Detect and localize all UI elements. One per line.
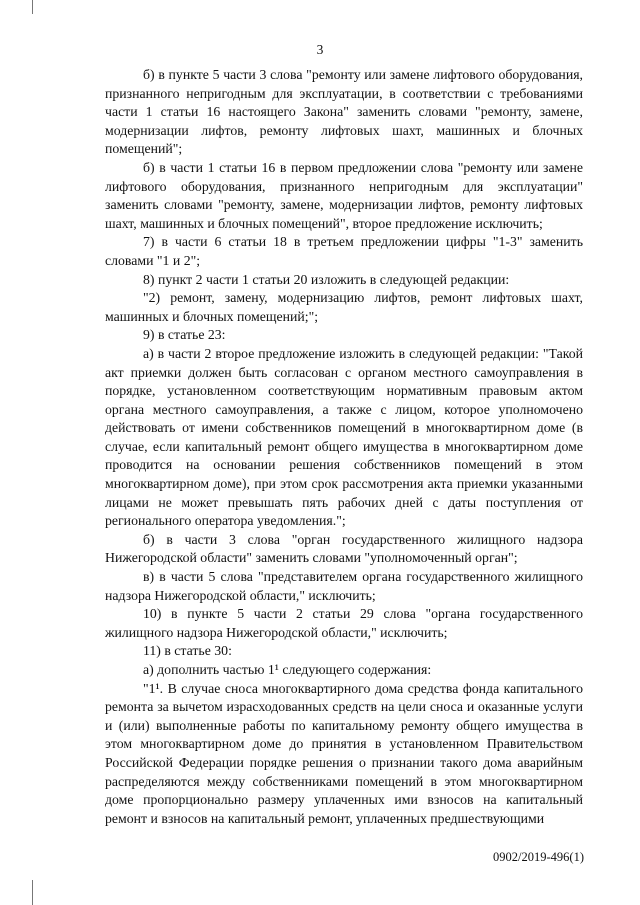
paragraph: 10) в пункте 5 части 2 статьи 29 слова "органа государственного жилищного надзора Нижегородской области," исключить;	[105, 606, 583, 640]
paragraph: 11) в статье 30:	[143, 643, 232, 659]
paragraph: 8) пункт 2 части 1 статьи 20 изложить в следующей редакции:	[143, 271, 510, 287]
paragraph: б) в части 3 слова "орган государственного жилищного надзора Нижегородской области" заменить словами "уполномоченный орган";	[105, 531, 583, 566]
paragraph: б) в части 1 статьи 16 в первом предложении слова "ремонту или замене лифтового оборудования, признанного непригодным для эксплуатации" заменить словами "ремонту, замене, модернизации лифтов, ремонту лифтовых шахт, машинных и блочных помещений", второе предложение исключить;	[105, 159, 583, 231]
scan-edge-mark	[32, 880, 33, 905]
paragraph: в) в части 5 слова "представителем органа государственного жилищного надзора Нижегородской области," исключить;	[105, 569, 583, 603]
paragraph: а) в части 2 второе предложение изложить в следующей редакции: "Такой акт приемки должен быть согласован с органом местного самоуправления в порядке, установленном соответствующим нормативным правовым актом органа местного самоуправления, а также с лицом, которое уполномочено действовать от имени собственников помещений в многоквартирном доме (в случае, если капитальный ремонт общего имущества в многоквартирном доме проводится на основании решения собственников помещений в этом многоквартирном доме), при этом срок рассмотрения акта приемки указанными лицами не может превышать пять рабочих дней с даты поступления от регионального оператора уведомления.";	[105, 345, 583, 529]
scan-edge-mark	[32, 0, 33, 14]
document-code: 0902/2019-496(1)	[493, 850, 584, 864]
paragraph: 7) в части 6 статьи 18 в третьем предложении цифры "1-3" заменить словами "1 и 2";	[105, 234, 583, 268]
paragraph: 9) в статье 23:	[143, 327, 226, 343]
paragraph: "2) ремонт, замену, модернизацию лифтов, ремонт лифтовых шахт, машинных и блочных помещений;";	[105, 290, 583, 324]
paragraph: "1¹. В случае сноса многоквартирного дома средства фонда капитального ремонта за вычетом израсходованных средств на цели сноса и оказанные услуги и (или) выполненные работы по капитальному ремонту общего имущества в этом многоквартирном доме до принятия в установленном Правительством Российской Федерации порядке решения о признании такого дома аварийным распределяются между собственниками помещений в этом многоквартирном доме пропорционально размеру уплаченных ими взносов на капитальный ремонт и взносов на капитальный ремонт, уплаченных предшествующими	[105, 680, 583, 826]
paragraph: а) дополнить частью 1¹ следующего содержания:	[143, 662, 432, 677]
document-body	[105, 66, 583, 828]
paragraph: б) в пункте 5 части 3 слова "ремонту или замене лифтового оборудования, признанного непригодным для эксплуатации, в соответствии с требованиями части 1 статьи 16 настоящего Закона" заменить словами "ремонту, замене, модернизации лифтов, ремонту лифтовых шахт, машинных и блочных помещений";	[105, 67, 583, 157]
page-number: 3	[316, 42, 324, 57]
